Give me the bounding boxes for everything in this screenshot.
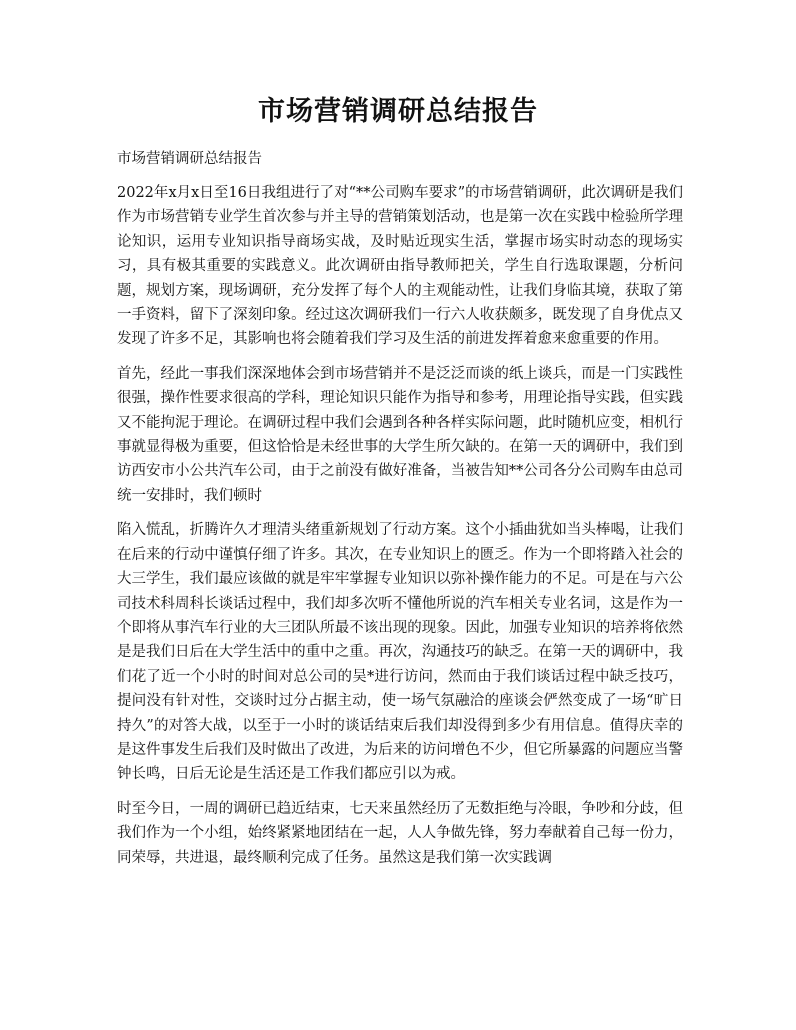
document-body (117, 181, 683, 880)
paragraph-2: 首先，经此一事我们深深地体会到市场营销并不是泛泛而谈的纸上谈兵，而是一门实践性很强，操作性要求很高的学科，理论知识只能作为指导和参考，用理论指导实践，但实践又不能拘泥于理论。在调研过程中我们会遇到各种各样实际问题，此时随机应变，相机行事就显得极为重要，但这恰恰是未经世事的大学生所欠缺的。在第一天的调研中，我们到访西安市小公共汽车公司，由于之前没有做好准备，当被告知**公司各分公司购车由总司统一安排时，我们顿时 (117, 365, 683, 504)
paragraph-1: 2022年x月x日至16日我组进行了对“**公司购车要求”的市场营销调研，此次调研是我们作为市场营销专业学生首次参与并主导的营销策划活动，也是第一次在实践中检验所学理论知识，运用专业知识指导商场实战，及时贴近现实生活，掌握市场实时动态的现场实习，具有极其重要的实践意义。此次调研由指导教师把关，学生自行选取课题，分析问题，规划方案，现场调研，充分发挥了每个人的主观能动性，让我们身临其境，获取了第一手资料，留下了深刻印象。经过这次调研我们一行六人收获颇多，既发现了自身优点又发现了许多不足，其影响也将会随着我们学习及生活的前进发挥着愈来愈重要的作用。 (117, 185, 683, 348)
page-title: 市场营销调研总结报告 (258, 96, 538, 127)
document-subtitle: 市场营销调研总结报告 (117, 151, 262, 167)
paragraph-4: 时至今日，一周的调研已趋近结束，七天来虽然经历了无数拒绝与冷眼，争吵和分歧，但我们作为一个小组，始终紧紧地团结在一起，人人争做先锋，努力奉献着自己每一份力，同荣辱，共进退，最终顺利完成了任务。虽然这是我们第一次实践调 (117, 800, 683, 866)
paragraph-3: 陷入慌乱，折腾许久才理清头绪重新规划了行动方案。这个小插曲犹如当头棒喝，让我们在后来的行动中谨慎仔细了许多。其次，在专业知识上的匮乏。作为一个即将踏入社会的大三学生，我们最应该做的就是牢牢掌握专业知识以弥补操作能力的不足。可是在与六公司技术科周科长谈话过程中，我们却多次听不懂他所说的汽车相关专业名词，这是作为一个即将从事汽车行业的大三团队所最不该出现的现象。因此，加强专业知识的培养将依然是是我们日后在大学生活中的重中之重。再次，沟通技巧的缺乏。在第一天的调研中，我们花了近一个小时的时间对总公司的吴*进行访问，然而由于我们谈话过程中缺乏技巧，提问没有针对性，交谈时过分占据主动，使一场气氛融洽的座谈会俨然变成了一场“旷日持久”的对答大战，以至于一小时的谈话结束后我们却没得到多少有用信息。值得庆幸的是这件事发生后我们及时做出了改进，为后来的访问增色不少，但它所暴露的问题应当警钟长鸣，日后无论是生活还是工作我们都应引以为戒。 (117, 522, 683, 783)
